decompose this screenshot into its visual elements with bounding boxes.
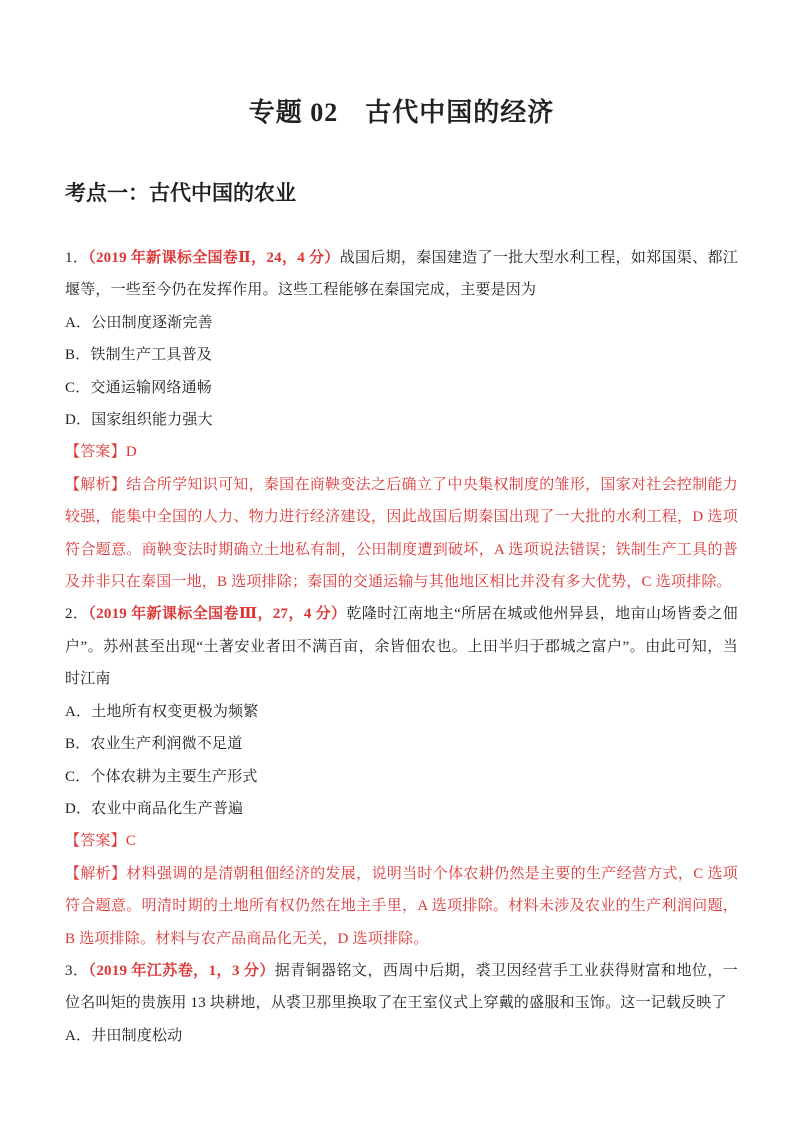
question-1-answer-label: 【答案】 xyxy=(65,444,126,461)
question-2-stem xyxy=(65,598,738,695)
question-2-number: 2． xyxy=(65,606,89,623)
question-1-analysis-label: 【解析】 xyxy=(65,476,127,493)
question-3-number: 3． xyxy=(65,962,89,979)
question-3-source: （2019 年江苏卷，1，3 分） xyxy=(88,962,275,979)
question-2-analysis-label: 【解析】 xyxy=(65,865,127,882)
question-1-text: 战国后期，秦国建造了一批大型水利工程，如郑国渠、都江堰等，一些至今仍在发挥作用。这些工程能够在秦国完成，主要是因为 xyxy=(65,250,738,299)
page-title: 专题 02 古代中国的经济 xyxy=(248,98,555,127)
question-1-stem xyxy=(65,242,738,307)
question-1-analysis-text: 结合所学知识可知，秦国在商鞅变法之后确立了中央集权制度的雏形，国家对社会控制能力较强，能集中全国的人力、物力进行经济建设，因此战国后期秦国出现了一大批的水利工程，D 选项符合题意。商鞅变法时期确立土地私有制，公田制度遭到破坏，A 选项说法错误；铁制生产工具的普及并非只在秦国一地，B 选项排除；秦国的交通运输与其他地区相比并没有多大优势，C 选项排除。 xyxy=(65,476,738,591)
question-2-option-b: B．农业生产利润微不足道 xyxy=(65,736,243,753)
question-1-number: 1． xyxy=(65,250,89,266)
section-heading: 考点一：古代中国的农业 xyxy=(65,181,296,205)
question-2-option-a: A．土地所有权变更极为频繁 xyxy=(65,703,259,720)
question-1-analysis xyxy=(65,469,738,599)
question-1-option-a: A．公田制度逐渐完善 xyxy=(65,314,213,331)
question-3-text: 据青铜器铭文，西周中后期，裘卫因经营手工业获得财富和地位，一位名叫矩的贵族用 13 块耕地，从裘卫那里换取了在王室仪式上穿戴的盛服和玉饰。这一记载反映了 xyxy=(65,962,738,1012)
question-1-source: （2019 年新课标全国卷Ⅱ，24，4 分） xyxy=(88,250,340,266)
question-1-answer xyxy=(65,436,738,468)
question-1-answer-value: D xyxy=(125,444,137,461)
question-2-analysis-text: 材料强调的是清朝租佃经济的发展，说明当时个体农耕仍然是主要的生产经营方式，C 选项符合题意。明清时期的土地所有权仍然在地主手里，A 选项排除。材料未涉及农业的生产利润问题，B 选项排除。材料与农产品商品化无关，D 选项排除。 xyxy=(65,865,738,947)
question-2-answer xyxy=(65,825,738,857)
question-3-stem xyxy=(65,955,738,1020)
question-1-option-b: B．铁制生产工具普及 xyxy=(65,347,213,364)
question-1-option-d: D．国家组织能力强大 xyxy=(65,412,213,429)
question-2-source: （2019 年新课标全国卷Ⅲ，27，4 分） xyxy=(88,606,347,623)
question-2-analysis xyxy=(65,858,738,955)
question-1-option-c: C．交通运输网络通畅 xyxy=(65,379,213,396)
question-2-option-c: C．个体农耕为主要生产形式 xyxy=(65,768,258,785)
question-2-text: 乾隆时江南地主“所居在城或他州异县，地亩山场皆委之佃户”。苏州甚至出现“土著安业者田不满百亩，余皆佃农也。上田半归于郡城之富户”。由此可知，当时江南 xyxy=(65,606,738,688)
question-2-answer-value: C xyxy=(125,833,137,850)
question-2-answer-label: 【答案】 xyxy=(65,833,126,850)
question-3-option-a: A．井田制度松动 xyxy=(65,1027,183,1044)
question-2-option-d: D．农业中商品化生产普遍 xyxy=(65,800,244,817)
